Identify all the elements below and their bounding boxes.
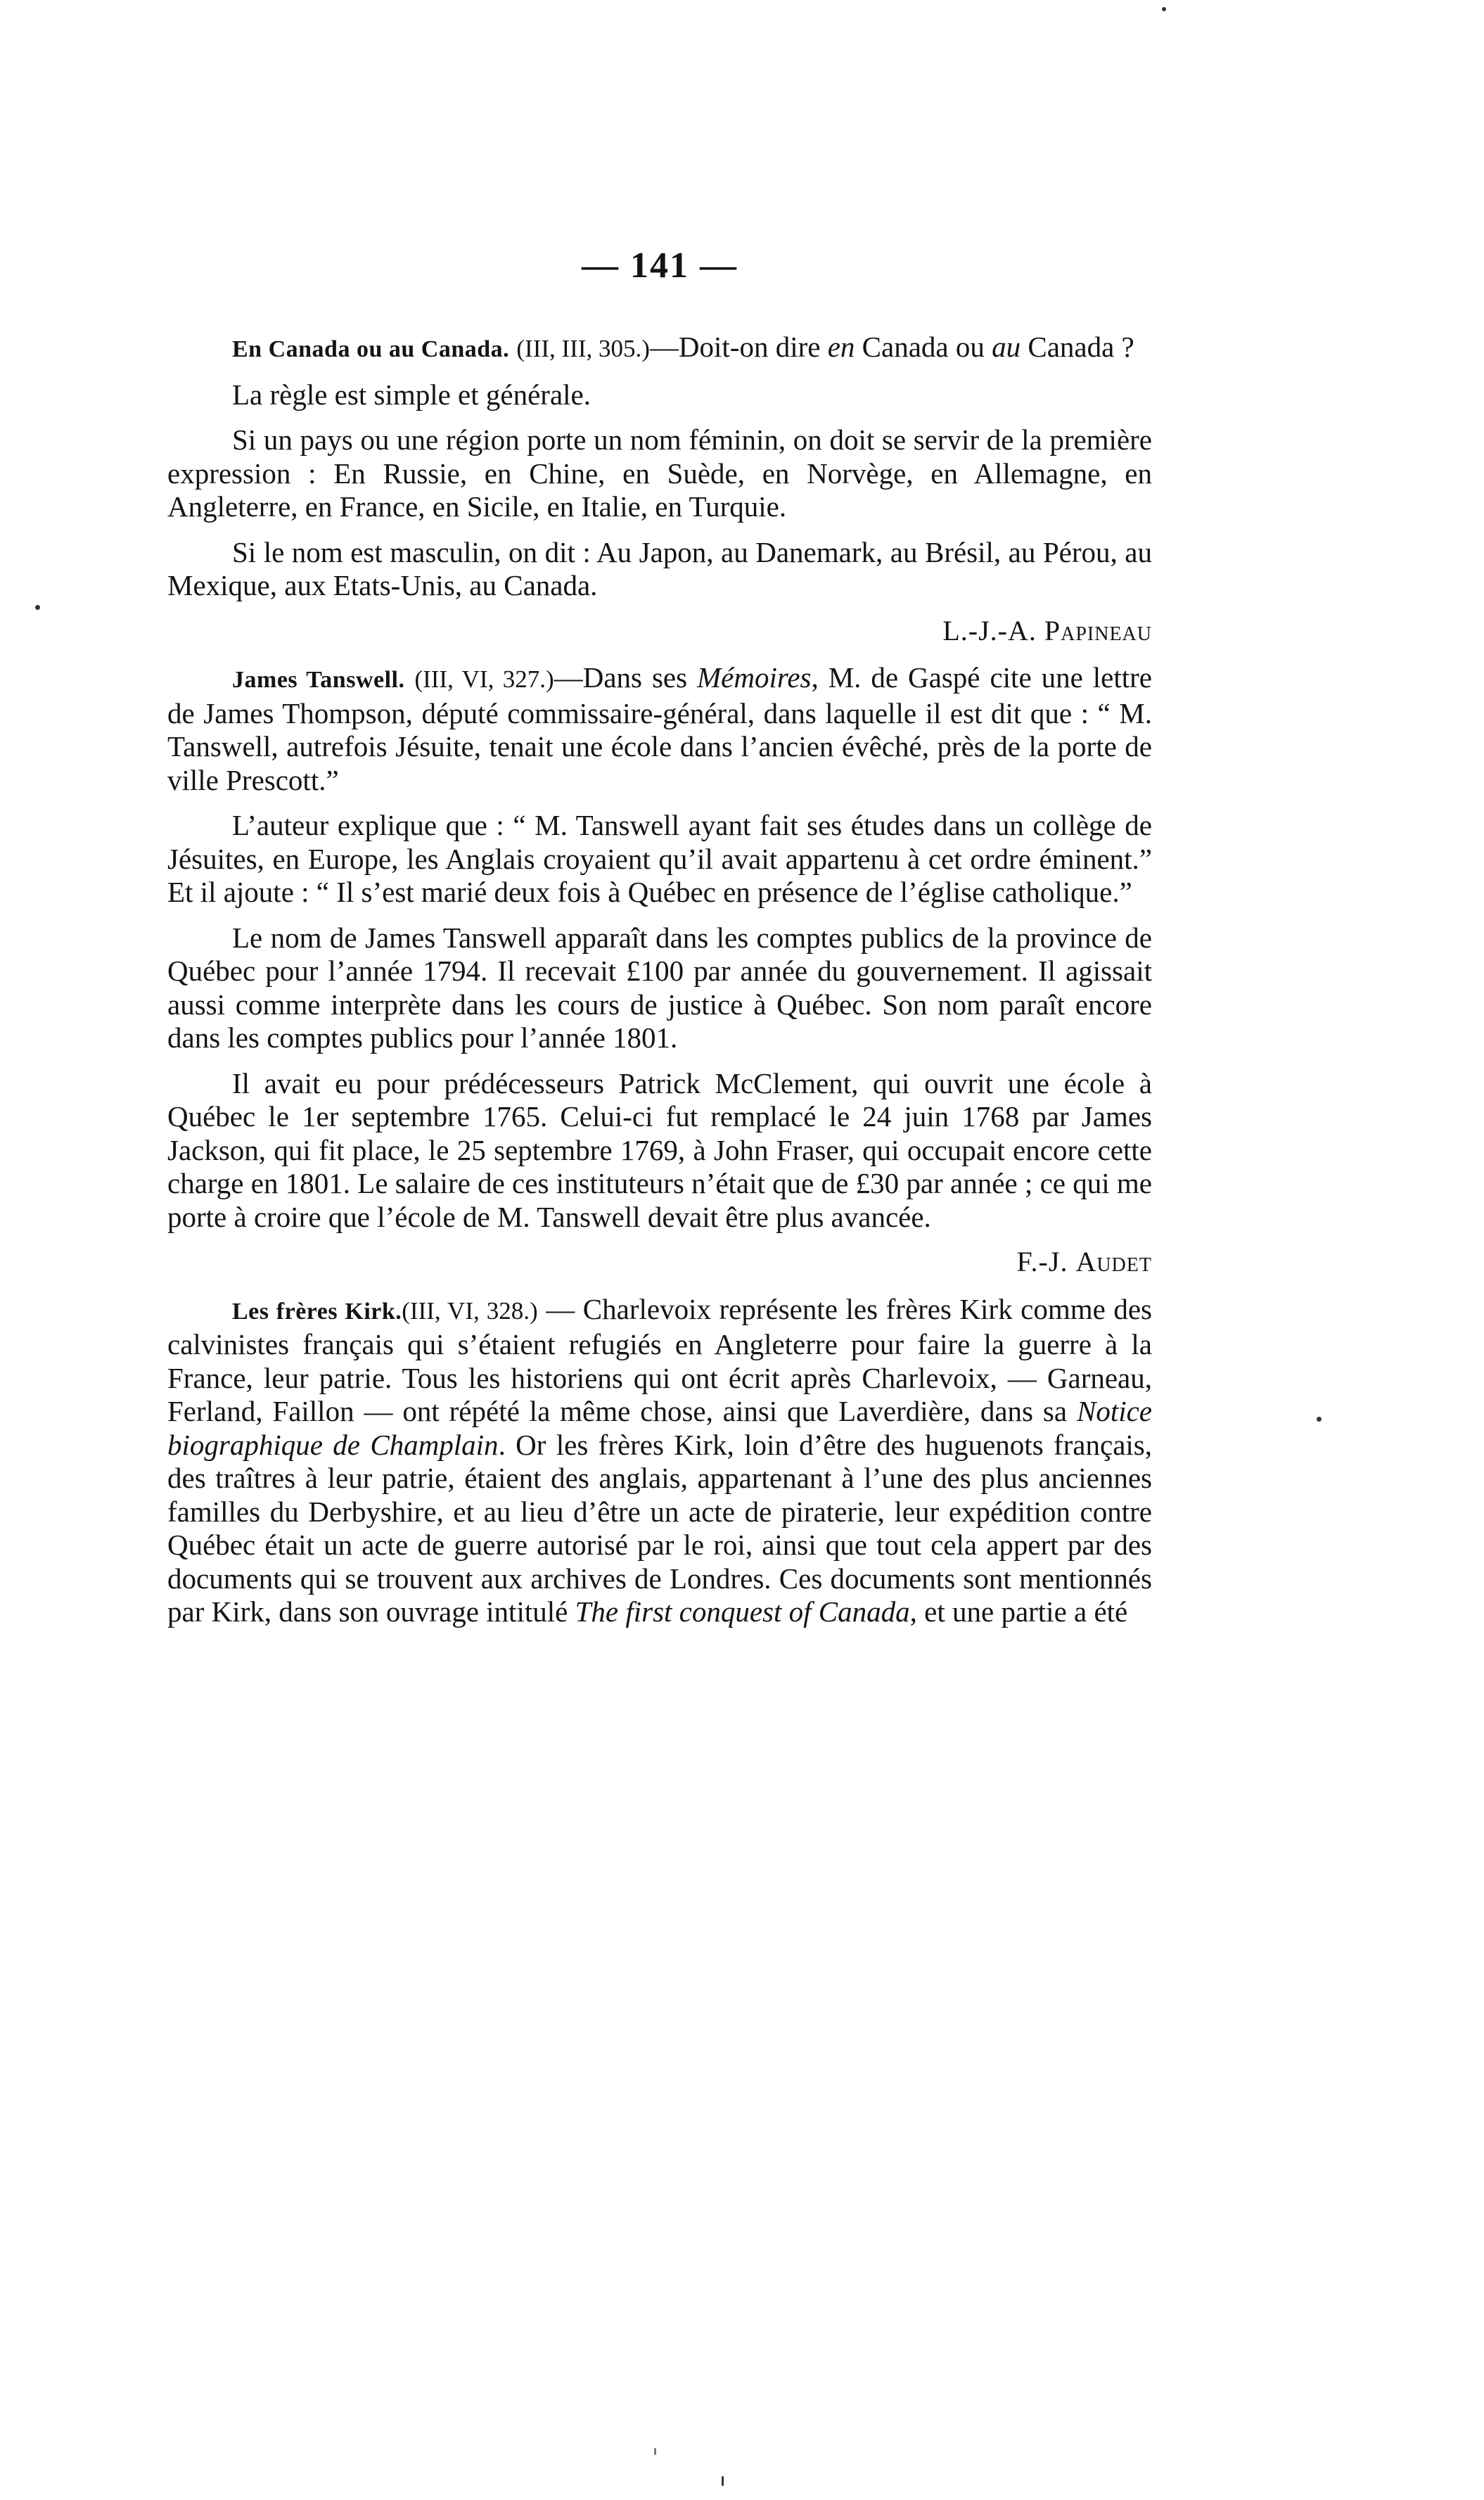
entry-tanswell xyxy=(167,661,1152,797)
signature-initials: F.-J. xyxy=(1016,1246,1076,1277)
paragraph: Il avait eu pour prédécesseurs Patrick McClement, qui ouvrit une école à Québec le 1er septembre 1765. Celui-ci fut remplacé le 24 juin 1768 par James Jackson, qui fit place, le 25 septembre 1769, à John Fraser, qui occupait encore cette charge en 1801. Le salaire de ces instituteurs n’était que de £30 par année ; ce qui me porte à croire que l’école de M. Tanswell devait être plus avancée. xyxy=(167,1066,1152,1233)
scan-speck xyxy=(1317,1417,1322,1422)
signature xyxy=(167,1245,1152,1279)
entry-text: Canada ? xyxy=(1021,331,1134,363)
scan-speck xyxy=(654,2448,656,2455)
page-body xyxy=(167,331,1152,1629)
entry-canada-question xyxy=(167,331,1152,366)
entry-text: —Dans ses xyxy=(554,661,698,694)
entry-reference: (III, VI, 327.) xyxy=(414,665,554,693)
paragraph: Si le nom est masculin, on dit : Au Japon, au Danemark, au Brésil, au Pérou, au Mexique, aux Etats-Unis, au Canada. xyxy=(167,535,1152,601)
entry-heading: Les frères Kirk. xyxy=(232,1298,402,1325)
entry-text: — Charlevoix représente les frères Kirk comme des calvinistes français qui s’étaient refugiés en Angleterre pour faire la guerre à la France, leur patrie. Tous les historiens qui ont écrit après Charlevoix, — Garneau, Ferland, Faillon — ont répété la même chose, ainsi que Laverdière, dans sa xyxy=(167,1292,1152,1427)
scan-speck xyxy=(1162,7,1166,11)
italic-title: Notice biographique de Champlain xyxy=(167,1395,1152,1461)
signature xyxy=(167,614,1152,648)
page-number: — 141 — xyxy=(582,245,738,286)
italic-title: The first conquest of Canada xyxy=(575,1595,910,1628)
entry-text: Canada ou xyxy=(855,331,992,363)
paragraph: Si un pays ou une région porte un nom féminin, on doit se servir de la première expression : En Russie, en Chine, en Suède, en Norvège, en Allemagne, en Angleterre, en France, en Sicile, en Italie, en Turquie. xyxy=(167,423,1152,523)
entry-text: , M. de Gaspé cite une lettre de James Thompson, député commissaire-général, dans laquelle il est dit que : “ M. Tanswell, autrefois Jésuite, tenait une école dans l’ancien évêché, près de la porte de ville Prescott.” xyxy=(167,661,1153,796)
entry-text: , et une partie a été xyxy=(909,1595,1128,1628)
scan-speck xyxy=(35,605,40,610)
paragraph: L’auteur explique que : “ M. Tanswell ayant fait ses études dans un collège de Jésuites, en Europe, les Anglais croyaient qu’il avait appartenu à cet ordre éminent.” Et il ajoute : “ Il s’est marié deux fois à Québec en présence de l’église catholique.” xyxy=(167,809,1152,908)
signature-name: Audet xyxy=(1075,1246,1152,1277)
entry-text: —Doit-on dire xyxy=(649,331,828,363)
signature-name: Papineau xyxy=(1044,614,1152,646)
italic-text: Mémoires xyxy=(697,661,812,694)
entry-reference: (III, VI, 328.) xyxy=(402,1296,538,1325)
scan-speck xyxy=(722,2476,724,2486)
entry-kirk xyxy=(167,1293,1152,1629)
entry-heading: James Tanswell. xyxy=(232,667,405,693)
entry-text: . Or les frères Kirk, loin d’être des huguenots français, des traîtres à leur patrie, étaient des anglais, appartenant à l’une des plus anciennes familles du Derbyshire, et au lieu d’être un acte de piraterie, leur expédition contre Québec était un acte de guerre autorisé par le roi, ainsi que tout cela appert par des documents qui se trouvent aux archives de Londres. Ces documents sont mentionnés par Kirk, dans son ouvrage intitulé xyxy=(167,1428,1152,1628)
italic-text: au xyxy=(992,331,1021,363)
italic-text: en xyxy=(827,331,855,363)
paragraph: Le nom de James Tanswell apparaît dans les comptes publics de la province de Québec pour l’année 1794. Il recevait £100 par année du gouvernement. Il agissait aussi comme interprète dans les cours de justice à Québec. Son nom paraît encore dans les comptes publics pour l’année 1801. xyxy=(167,921,1152,1054)
paragraph: La règle est simple et générale. xyxy=(232,378,591,411)
signature-initials: L.-J.-A. xyxy=(942,614,1044,646)
entry-heading: En Canada ou au Canada. xyxy=(232,336,510,362)
entry-reference: (III, III, 305.) xyxy=(516,335,650,362)
